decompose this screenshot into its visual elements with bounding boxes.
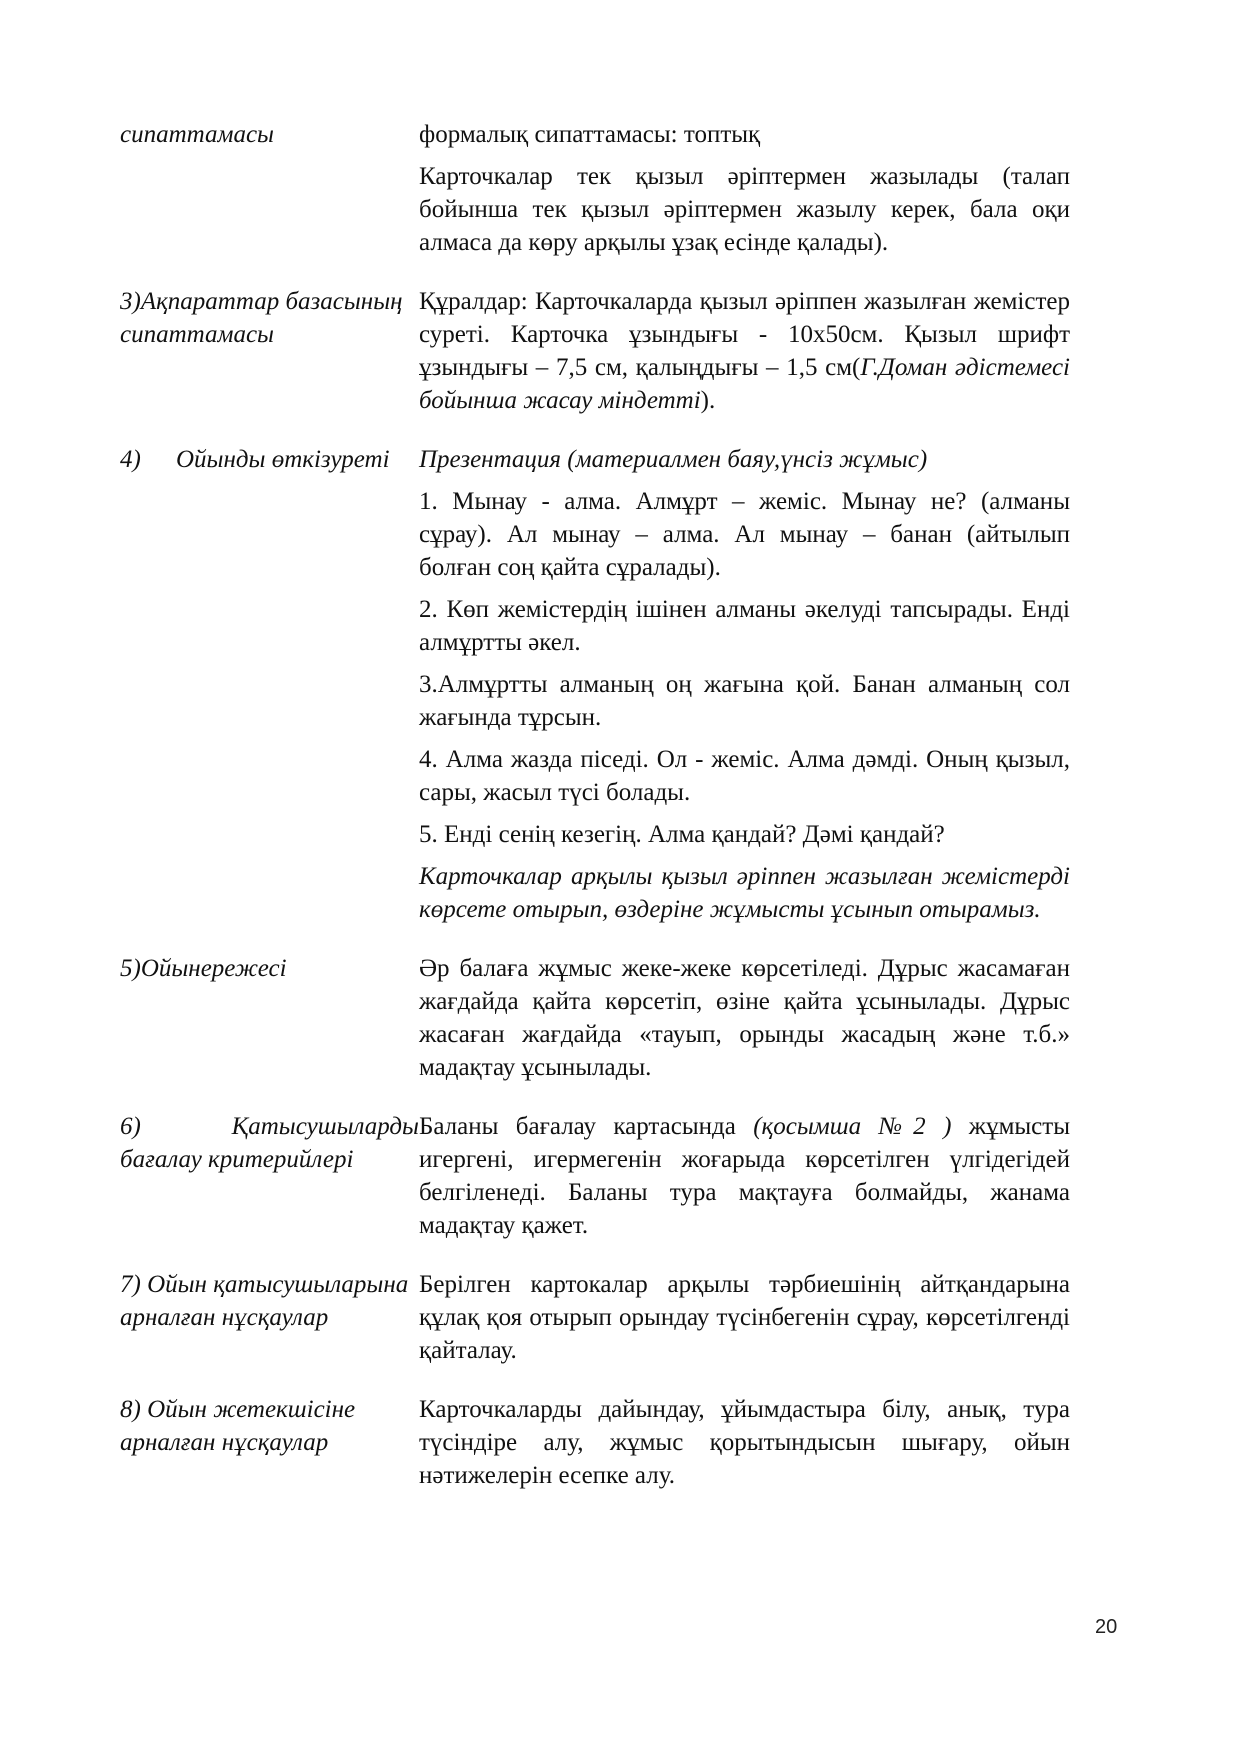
paragraph: Карточкаларды дайындау, ұйымдастыра білу, анық, тура түсіндіре алу, жұмыс қорытындысын шығару, ойын нәтижелерін есепке алу.	[419, 1396, 1070, 1489]
closing-paragraph: Карточкалар арқылы қызыл әріппен жазылған жемістерді көрсете отырып, өздеріне жұмысты ұсынып отырамыз.	[419, 863, 1070, 923]
step-paragraph: 3.Алмұртты алманың оң жағына қой. Банан алманың сол жағында тұрсын.	[419, 671, 1070, 731]
document-body	[120, 118, 1070, 1518]
row-content	[419, 952, 1070, 1084]
text-run: Құралдар: Карточкаларда қызыл әріппен жазылған жемістер суреті. Карточка ұзындығы - 10х50см. Қызыл шрифт ұзындығы – 7,5 см, қалыңдығы – 1,5 см(	[419, 288, 1070, 381]
table-row	[120, 952, 1070, 1084]
paragraph	[419, 1110, 1070, 1242]
row-content	[419, 443, 1070, 926]
step-paragraph: 1. Мынау - алма. Алмұрт – жеміс. Мынау не? (алманы сұрау). Ал мынау – алма. Ал мынау – банан (айтылып болған соң қайта сұралады).	[419, 488, 1070, 581]
text-run: ).	[700, 387, 716, 414]
row-label: сипаттамасы	[120, 121, 274, 148]
row-content	[419, 1393, 1070, 1492]
step-paragraph: 2. Көп жемістердің ішінен алманы әкелуді тапсырады. Енді алмұртты әкел.	[419, 596, 1070, 656]
table-row	[120, 1110, 1070, 1242]
row-label: 8) Ойын жетекшісіне арналған нұсқаулар	[120, 1396, 356, 1456]
table-row	[120, 118, 1070, 259]
paragraph	[419, 285, 1070, 417]
row-content	[419, 118, 1070, 259]
paragraph: Әр балаға жұмыс жеке-жеке көрсетіледі. Дұрыс жасамаған жағдайда қайта көрсетіп, өзіне қайта ұсынылады. Дұрыс жасаған жағдайда «тауып, орынды жасадың және т.б.» мадақтау ұсынылады.	[419, 955, 1070, 1081]
row-content	[419, 1110, 1070, 1242]
text-run: жұмысты игергені, игермегенін жоғарыда көрсетілген үлгідегідей белгіленеді. Баланы тура мақтауға болмайды, жанама мадақтау қажет.	[419, 1113, 1070, 1239]
text-run: Баланы бағалау картасында	[419, 1113, 754, 1140]
row-label-text: Ойынды өткізуреті	[176, 446, 390, 473]
paragraph: формалық сипаттамасы: топтық	[419, 121, 761, 148]
row-number: 4)	[120, 446, 141, 473]
row-label: 6) Қатысушыларды бағалау критерийлері	[120, 1113, 419, 1173]
row-label: 7) Ойын қатысушыларына арналған нұсқаулар	[120, 1271, 409, 1331]
table-row	[120, 285, 1070, 417]
italic-text-run: (қосымша №2 )	[753, 1113, 952, 1140]
table-row	[120, 1268, 1070, 1367]
italic-text-run: Г.Доман әдістемесі бойынша жасау міндетті	[419, 354, 1070, 414]
row-content	[419, 1268, 1070, 1367]
intro-paragraph: Презентация (материалмен баяу,үнсіз жұмыс)	[419, 446, 928, 473]
step-paragraph: 4. Алма жазда піседі. Ол - жеміс. Алма дәмді. Оның қызыл, сары, жасыл түсі болады.	[419, 746, 1070, 806]
step-paragraph: 5. Енді сенің кезегің. Алма қандай? Дәмі қандай?	[419, 821, 945, 848]
row-label: 5)Ойынережесі	[120, 955, 287, 982]
page-number: 20	[1095, 1616, 1118, 1638]
table-row	[120, 1393, 1070, 1492]
table-row	[120, 443, 1070, 926]
paragraph: Карточкалар тек қызыл әріптермен жазылады (талап бойынша тек қызыл әріптермен жазылу керек, бала оқи алмаса да көру арқылы ұзақ есінде қалады).	[419, 163, 1070, 256]
row-label	[120, 443, 419, 926]
row-label: 3)Ақпараттар базасының сипаттамасы	[120, 288, 403, 348]
paragraph: Берілген картокалар арқылы тәрбиешінің айтқандарына құлақ қоя отырып орындау түсінбегенін сұрау, көрсетілгенді қайталау.	[419, 1271, 1070, 1364]
row-content	[419, 285, 1070, 417]
